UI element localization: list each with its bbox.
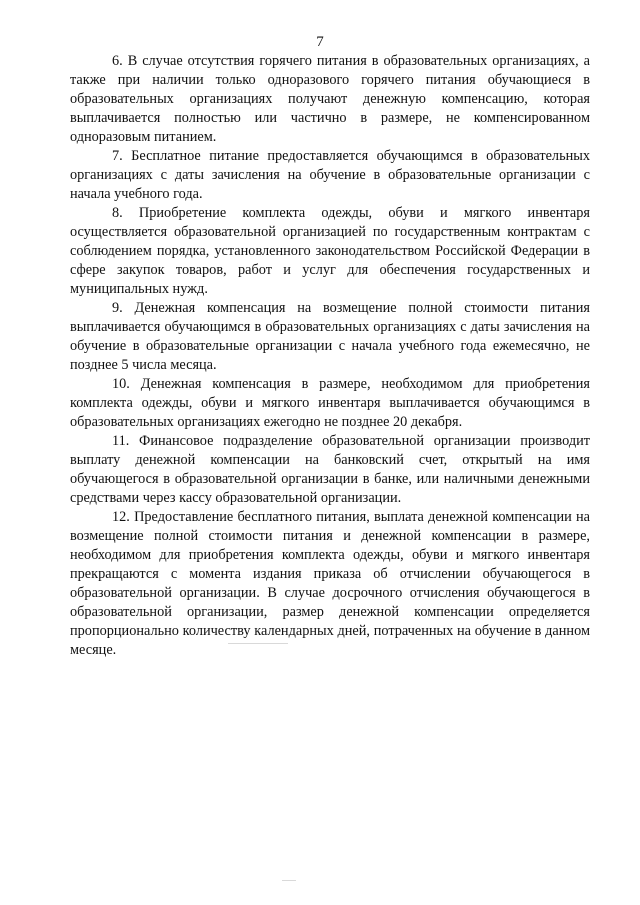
page-number: 7	[316, 34, 324, 50]
scan-artifact-mark	[228, 643, 288, 644]
document-body	[70, 52, 590, 660]
paragraph-8: 8. Приобретение комплекта одежды, обуви и мягкого инвентаря осуществляется образовательной организацией по государственным контрактам с соблюдением порядка, установленного законодательством Российской Федерации в сфере закупок товаров, работ и услуг для обеспечения государственных и муниципальных нужд.	[70, 205, 590, 297]
paragraph-9: 9. Денежная компенсация на возмещение полной стоимости питания выплачивается обучающимся в образовательных организациях с даты зачисления на обучение в образовательные организации с начала учебного года ежемесячно, не позднее 5 числа месяца.	[70, 300, 590, 373]
paragraph-7: 7. Бесплатное питание предоставляется обучающимся в образовательных организациях с даты зачисления на обучение в образовательные организации с начала учебного года.	[70, 148, 590, 202]
paragraph-10: 10. Денежная компенсация в размере, необходимом для приобретения комплекта одежды, обуви и мягкого инвентаря выплачивается обучающимся в образовательных организациях ежегодно не позднее 20 декабря.	[70, 376, 590, 430]
paragraph-6: 6. В случае отсутствия горячего питания в образовательных организациях, а также при наличии только одноразового горячего питания обучающиеся в образовательных организациях получают денежную компенсацию, которая выплачивается полностью или частично в размере, не компенсированном одноразовым питанием.	[70, 53, 590, 145]
scan-artifact-mark	[282, 880, 296, 881]
paragraph-12: 12. Предоставление бесплатного питания, выплата денежной компенсации на возмещение полной стоимости питания и денежной компенсации в размере, необходимом для приобретения комплекта одежды, обуви и мягкого инвентаря прекращаются с момента издания приказа об отчислении обучающегося в образовательной организации. В случае досрочного отчисления обучающегося в образовательной организации, размер денежной компенсации определяется пропорционально количеству календарных дней, потраченных на обучение в данном месяце.	[70, 509, 590, 658]
paragraph-11: 11. Финансовое подразделение образовательной организации производит выплату денежной компенсации на банковский счет, открытый на имя обучающегося в образовательной организации в банке, или наличными денежными средствами через кассу образовательной организации.	[70, 433, 590, 506]
